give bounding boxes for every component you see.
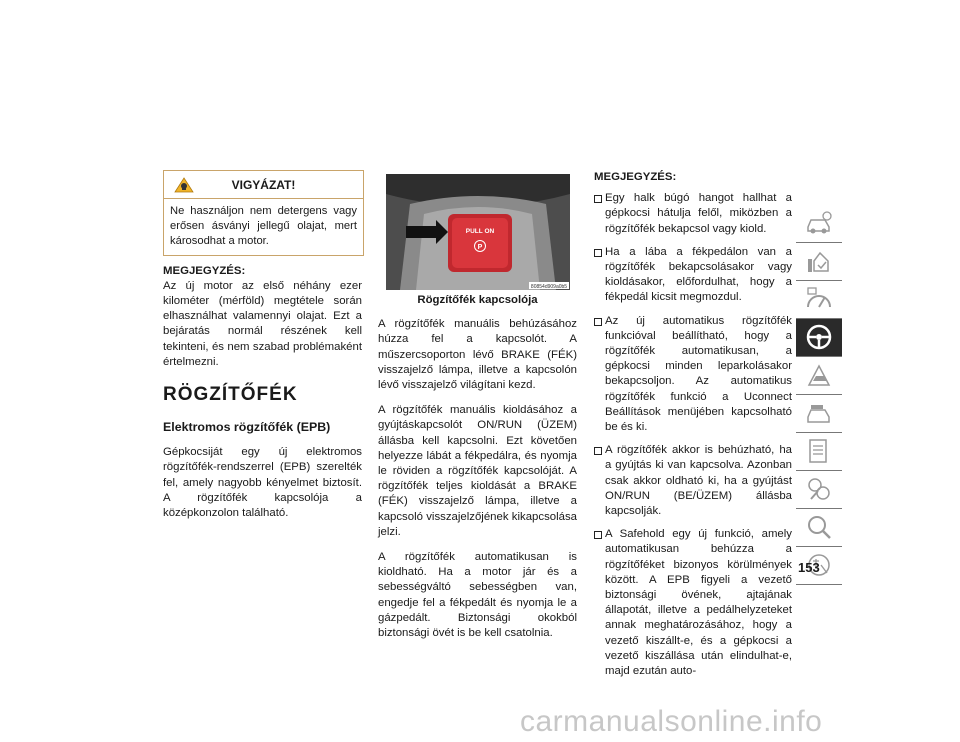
- parking-symbol: P: [477, 244, 483, 251]
- tab-search[interactable]: [796, 509, 842, 547]
- car-info-icon: [805, 209, 833, 237]
- middle-column: [378, 174, 577, 651]
- warning-text: Ne használjon nem detergens vagy erősen ásványi jellegű olajat, mert károsodhat a motor.: [170, 205, 357, 248]
- tab-dashboard[interactable]: [796, 281, 842, 319]
- section-heading: RÖGZÍTŐFÉK: [163, 384, 298, 406]
- list-item-text: Egy halk búgó hangot hallhat a gépkocsi hátulja felől, miközben a rögzítőfék bekapcsol vagy kiold.: [605, 192, 792, 235]
- list-item-text: Ha a lába a fékpedálon van a rögzítőfék bekapcsolásakor vagy kioldásakor, előfordulhat, hogy a fékpedál kicsit megmozdul.: [605, 245, 792, 304]
- note-title: MEGJEGYZÉS:: [163, 264, 246, 277]
- paragraph: A rögzítőfék manuális behúzásához húzza fel a kapcsolót. A műszercsoporton lévő BRAKE (FÉK) visszajelző lámpa, illetve a kapcsolón lévő visszajelző világítani kezd.: [378, 318, 577, 392]
- tab-document[interactable]: [796, 433, 842, 471]
- warning-triangle-icon: [805, 361, 833, 389]
- bullet-square-icon: [594, 531, 602, 539]
- tab-tools[interactable]: [796, 471, 842, 509]
- right-column: [594, 170, 792, 687]
- page-number: 153: [798, 560, 820, 575]
- warning-box: [163, 170, 364, 256]
- document-list-icon: [805, 437, 833, 465]
- bullet-square-icon: [594, 195, 602, 203]
- paragraph: A rögzítőfék automatikusan is kioldható. Ha a motor jár és a sebességváltó sebességben van, engedje fel a fékpedált és nyomja le a gázpedált. Biztonsági okokból biztonsági övét is be kell csatolnia.: [378, 551, 577, 640]
- list-item: [594, 191, 792, 237]
- left-column: [163, 170, 362, 531]
- search-icon: [805, 513, 833, 541]
- figure-code: 80854d909a0b5: [530, 284, 568, 290]
- note-title: MEGJEGYZÉS:: [594, 171, 677, 183]
- list-item-text: Az új automatikus rögzítőfék funkcióval beállítható, hogy a rögzítőfék automatikusan, a gépkocsi minden leparkolásakor bekapcsoljon. Az automatikus rögzítőfék funkció a Uconnect Beállítások menüjében kapcsolható be és ki.: [605, 314, 792, 434]
- watermark: carmanualsonline.info: [520, 705, 823, 738]
- tab-steering[interactable]: [796, 319, 842, 357]
- tab-car-service[interactable]: [796, 395, 842, 433]
- list-item-text: A rögzítőfék akkor is behúzható, ha a gyújtás ki van kapcsolva. Azonban csak akkor oldható ki, ha a gyújtást ON/RUN (BE/ÜZEM) állásba kapcsolják.: [605, 444, 792, 518]
- paragraph: A rögzítőfék manuális kioldásához a gyújtáskapcsolót ON/RUN (ÜZEM) állásba kell kapcsolni. Ezt követően helyezze lábát a fékpedálra, és nyomja le röviden a rögzítőfék kapcsolóját. A rögzítőfék teljes kioldását a BRAKE (FÉK) visszajelző lámpa, illetve a kapcsoló visszajelzőjének kikapcsolása jelzi.: [378, 404, 577, 538]
- bullet-square-icon: [594, 318, 602, 326]
- warning-header: [164, 171, 363, 199]
- figure-caption: Rögzítőfék kapcsolója: [417, 294, 538, 306]
- list-item: [594, 527, 792, 679]
- list-item-text: A Safehold egy új funkció, amely automatikusan behúzza a rögzítőféket bizonyos körülmények között. A EPB figyeli a vezető biztonsági övének, ajtajának állapotát, illetve a pedálhelyzeteket annak meghatározásához, hogy a vezető kiszállt-e, és a gépkocsi a vezető kiszállása után elindulhat-e, majd ezután auto-: [605, 528, 792, 678]
- tab-car-check[interactable]: [796, 243, 842, 281]
- section-subheading: Elektromos rögzítőfék (EPB): [163, 420, 331, 435]
- car-check-icon: [805, 247, 833, 275]
- list-item: [594, 314, 792, 436]
- steering-wheel-icon: [805, 323, 833, 351]
- dashboard-icon: [805, 285, 833, 313]
- pull-on-label: PULL ON: [465, 228, 495, 235]
- car-service-icon: [805, 399, 833, 427]
- tools-icon: [805, 475, 833, 503]
- tab-car-info[interactable]: [796, 205, 842, 243]
- list-item: [594, 245, 792, 306]
- section-intro: Gépkocsiját egy új elektromos rögzítőfék-rendszerrel (EPB) szerelték fel, amely nagyobb kényelmet biztosít. A rögzítőfék kapcsolója a középkonzolon található.: [163, 446, 362, 520]
- chapter-tabs: [796, 205, 842, 585]
- warning-title: VIGYÁZAT!: [231, 178, 296, 192]
- list-item: [594, 443, 792, 519]
- note-text: Az új motor az első néhány ezer kilométer (mérföld) megtétele során elhasználhat valamennyi olajat. Ezt a bejáratás normál részének kell tekinteni, és nem szabad problémaként értelmezni.: [163, 279, 362, 368]
- parking-brake-switch-photo: [386, 174, 570, 290]
- bullet-square-icon: [594, 447, 602, 455]
- tab-warning[interactable]: [796, 357, 842, 395]
- bullet-square-icon: [594, 249, 602, 257]
